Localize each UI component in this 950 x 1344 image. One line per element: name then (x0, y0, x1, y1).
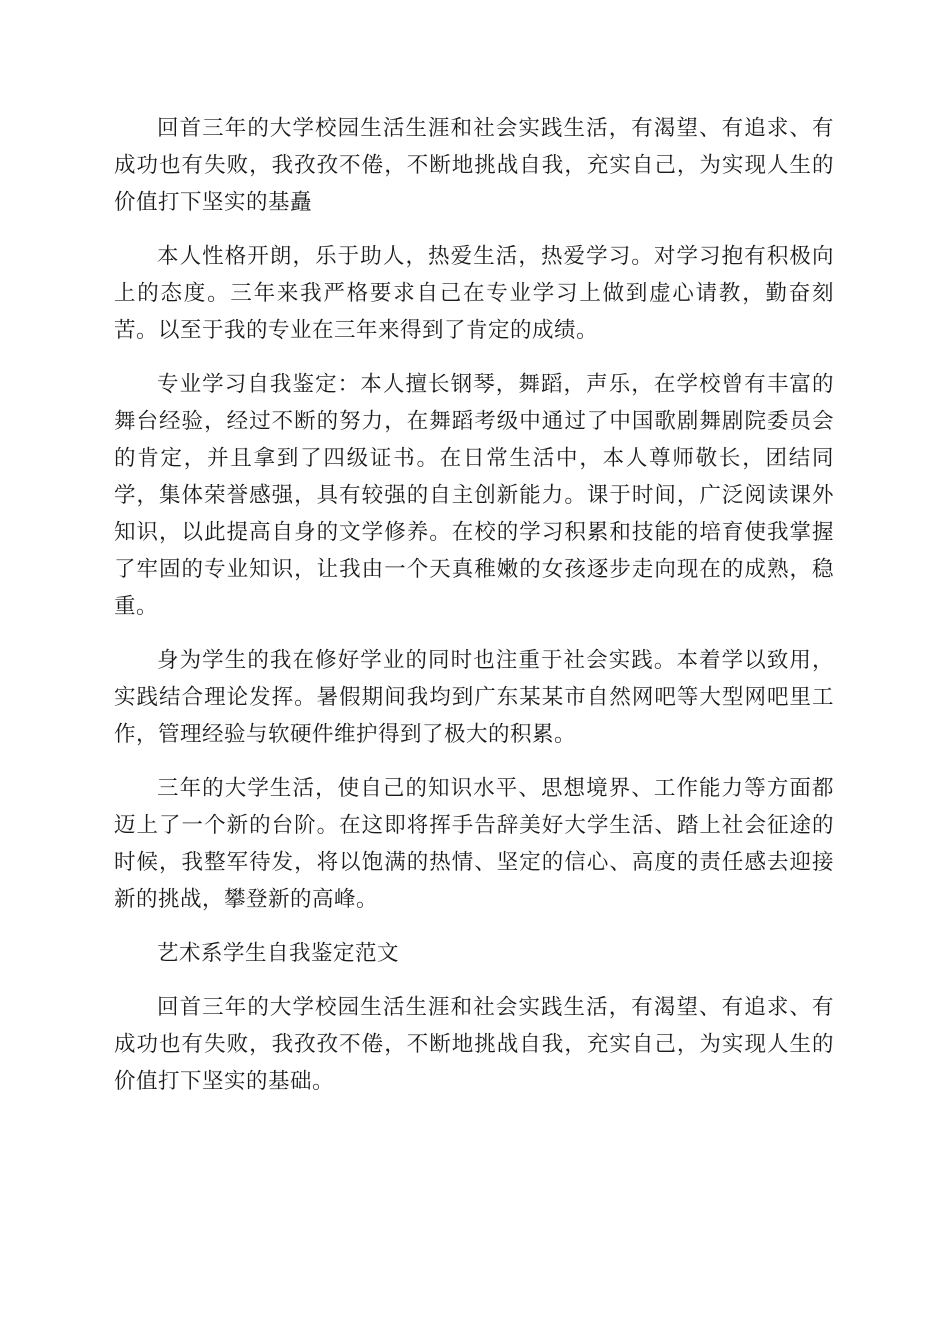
section-heading: 艺术系学生自我鉴定范文 (157, 941, 400, 966)
paragraph-conclusion: 三年的大学生活，使自己的知识水平、思想境界、工作能力等方面都迈上了一个新的台阶。在这即将挥手告辞美好大学生活、踏上社会征途的时候，我整军待发，将以饱满的热情、坚定的信心、高度的责任感去迎接新的挑战，攀登新的高峰。 (114, 776, 834, 912)
paragraph-social-practice: 身为学生的我在修好学业的同时也注重于社会实践。本着学以致用，实践结合理论发挥。暑假期间我均到广东某某市自然网吧等大型网吧里工作，管理经验与软硬件维护得到了极大的积累。 (114, 648, 834, 747)
paragraph-professional-study: 专业学习自我鉴定：本人擅长钢琴，舞蹈，声乐，在学校曾有丰富的舞台经验，经过不断的努力，在舞蹈考级中通过了中国歌剧舞剧院委员会的肯定，并且拿到了四级证书。在日常生活中，本人尊师敬长，团结同学，集体荣誉感强，具有较强的自主创新能力。课于时间，广泛阅读课外知识，以此提高自身的文学修养。在校的学习积累和技能的培育使我掌握了牢固的专业知识，让我由一个天真稚嫩的女孩逐步走向现在的成熟，稳重。 (114, 372, 834, 619)
paragraph-personality: 本人性格开朗，乐于助人，热爱生活，热爱学习。对学习抱有积极向上的态度。三年来我严格要求自己在专业学习上做到虚心请教，勤奋刻苦。以至于我的专业在三年来得到了肯定的成绩。 (114, 244, 834, 343)
document-body (114, 110, 834, 1117)
paragraph-repeat-intro: 回首三年的大学校园生活生涯和社会实践生活，有渴望、有追求、有成功也有失败，我孜孜不倦，不断地挑战自我，充实自己，为实现人生的价值打下坚实的基础。 (114, 995, 834, 1094)
paragraph-intro: 回首三年的大学校园生活生涯和社会实践生活，有渴望、有追求、有成功也有失败，我孜孜不倦，不断地挑战自我，充实自己，为实现人生的价值打下坚实的基矗 (114, 116, 834, 215)
